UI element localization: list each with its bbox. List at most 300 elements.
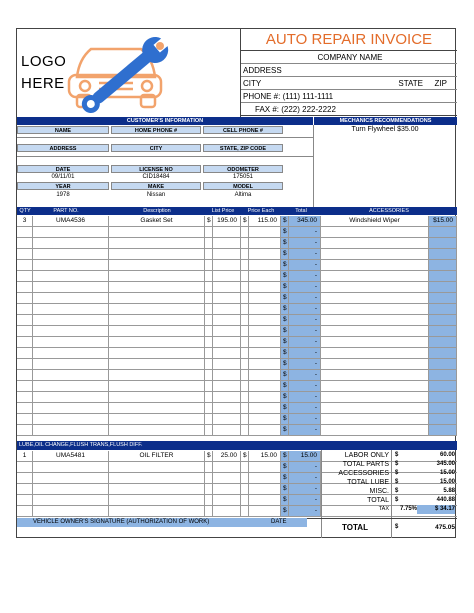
cell-list[interactable] bbox=[213, 484, 241, 494]
cell-list-cur[interactable] bbox=[205, 249, 213, 259]
table-row bbox=[17, 414, 457, 425]
cell-total[interactable]: - bbox=[289, 304, 321, 314]
cell-list-cur[interactable] bbox=[205, 462, 213, 472]
cell-qty[interactable] bbox=[17, 359, 33, 369]
cell-desc[interactable] bbox=[109, 403, 205, 413]
cell-desc[interactable] bbox=[109, 484, 205, 494]
cell-list[interactable] bbox=[213, 359, 241, 369]
cell-list-cur[interactable]: $ bbox=[205, 451, 213, 461]
cell-acc-amt[interactable] bbox=[429, 337, 457, 347]
date-label: DATE bbox=[17, 165, 109, 173]
cell-acc[interactable] bbox=[321, 271, 429, 281]
cell-acc[interactable] bbox=[321, 315, 429, 325]
cell-part[interactable]: UMA5481 bbox=[33, 451, 109, 461]
cell-acc-amt[interactable] bbox=[429, 392, 457, 402]
cell-total[interactable]: - bbox=[289, 326, 321, 336]
cell-total-cur[interactable]: $ bbox=[281, 326, 289, 336]
cell-total-cur[interactable]: $ bbox=[281, 249, 289, 259]
cell-each-cur[interactable] bbox=[241, 473, 249, 483]
cell-acc[interactable] bbox=[321, 381, 429, 391]
labor-label: LABOR ONLY bbox=[344, 452, 389, 459]
cell-desc[interactable] bbox=[109, 462, 205, 472]
cell-qty[interactable] bbox=[17, 293, 33, 303]
cell-part[interactable] bbox=[33, 282, 109, 292]
cell-acc-amt[interactable]: $15.00 bbox=[429, 216, 457, 226]
company-city-row bbox=[241, 77, 457, 90]
cell-desc[interactable]: OIL FILTER bbox=[109, 451, 205, 461]
cell-acc-amt[interactable] bbox=[429, 403, 457, 413]
cell-total[interactable]: - bbox=[289, 370, 321, 380]
cell-list[interactable] bbox=[213, 506, 241, 516]
cell-qty[interactable] bbox=[17, 315, 33, 325]
grand-total-label: TOTAL bbox=[342, 523, 368, 532]
cell-total-cur[interactable]: $ bbox=[281, 271, 289, 281]
summary-currency: $ bbox=[395, 470, 399, 476]
cell-each[interactable] bbox=[249, 484, 281, 494]
cell-total[interactable]: - bbox=[289, 337, 321, 347]
cell-part[interactable] bbox=[33, 506, 109, 516]
cell-total-cur[interactable]: $ bbox=[281, 359, 289, 369]
cell-list[interactable] bbox=[213, 348, 241, 358]
cell-each[interactable] bbox=[249, 506, 281, 516]
cell-desc[interactable] bbox=[109, 495, 205, 505]
cell-total-cur[interactable]: $ bbox=[281, 238, 289, 248]
cell-each[interactable]: 15.00 bbox=[249, 451, 281, 461]
cell-acc[interactable] bbox=[321, 337, 429, 347]
cell-total-cur[interactable]: $ bbox=[281, 370, 289, 380]
table-row bbox=[17, 370, 457, 381]
table-row bbox=[17, 260, 457, 271]
cell-each[interactable] bbox=[249, 304, 281, 314]
cell-total[interactable]: - bbox=[289, 381, 321, 391]
cell-list-cur[interactable] bbox=[205, 370, 213, 380]
cell-each-cur[interactable] bbox=[241, 227, 249, 237]
cell-acc-amt[interactable] bbox=[429, 238, 457, 248]
cell-qty[interactable]: 3 bbox=[17, 216, 33, 226]
table-row bbox=[17, 425, 457, 436]
cell-list[interactable] bbox=[213, 315, 241, 325]
cell-total[interactable]: - bbox=[289, 392, 321, 402]
cell-total-cur[interactable]: $ bbox=[281, 451, 289, 461]
cell-desc[interactable] bbox=[109, 260, 205, 270]
company-city: CITY bbox=[243, 79, 262, 88]
cell-acc[interactable] bbox=[321, 348, 429, 358]
cell-acc-amt[interactable] bbox=[429, 315, 457, 325]
cell-each[interactable] bbox=[249, 403, 281, 413]
cell-list-cur[interactable] bbox=[205, 282, 213, 292]
cell-qty[interactable] bbox=[17, 227, 33, 237]
cell-total[interactable]: 345.00 bbox=[289, 216, 321, 226]
make-value: Nissan bbox=[146, 192, 166, 198]
cell-each-cur[interactable] bbox=[241, 403, 249, 413]
cell-qty[interactable] bbox=[17, 337, 33, 347]
cell-total[interactable]: - bbox=[289, 282, 321, 292]
cell-qty[interactable]: 1 bbox=[17, 451, 33, 461]
cell-list[interactable] bbox=[213, 425, 241, 435]
cell-total[interactable]: - bbox=[289, 348, 321, 358]
cell-list-cur[interactable]: $ bbox=[205, 216, 213, 226]
cell-list-cur[interactable] bbox=[205, 425, 213, 435]
cell-qty[interactable] bbox=[17, 238, 33, 248]
summary-currency: $ bbox=[395, 497, 399, 503]
cell-list[interactable] bbox=[213, 462, 241, 472]
cell-list[interactable] bbox=[213, 293, 241, 303]
cell-total-cur[interactable]: $ bbox=[281, 473, 289, 483]
cell-desc[interactable] bbox=[109, 315, 205, 325]
cell-total[interactable]: - bbox=[289, 425, 321, 435]
cell-list-cur[interactable] bbox=[205, 337, 213, 347]
cell-total-cur[interactable]: $ bbox=[281, 381, 289, 391]
cell-total[interactable]: - bbox=[289, 227, 321, 237]
cell-each[interactable] bbox=[249, 370, 281, 380]
cell-qty[interactable] bbox=[17, 495, 33, 505]
cell-total[interactable]: 15.00 bbox=[289, 451, 321, 461]
cell-total[interactable]: - bbox=[289, 506, 321, 516]
cell-each[interactable] bbox=[249, 359, 281, 369]
cell-acc-amt[interactable] bbox=[429, 370, 457, 380]
cell-list[interactable] bbox=[213, 414, 241, 424]
cell-each-cur[interactable]: $ bbox=[241, 216, 249, 226]
cell-each[interactable] bbox=[249, 249, 281, 259]
cell-total-cur[interactable]: $ bbox=[281, 293, 289, 303]
cell-each[interactable] bbox=[249, 326, 281, 336]
cell-list-cur[interactable] bbox=[205, 315, 213, 325]
cell-part[interactable] bbox=[33, 326, 109, 336]
cell-acc-amt[interactable] bbox=[429, 271, 457, 281]
cell-total[interactable]: - bbox=[289, 473, 321, 483]
cell-acc[interactable] bbox=[321, 392, 429, 402]
cell-list-cur[interactable] bbox=[205, 506, 213, 516]
cell-each-cur[interactable] bbox=[241, 462, 249, 472]
cell-total[interactable]: - bbox=[289, 249, 321, 259]
summary-currency: $ bbox=[395, 488, 399, 494]
cell-each[interactable] bbox=[249, 227, 281, 237]
cell-list-cur[interactable] bbox=[205, 381, 213, 391]
cell-part[interactable] bbox=[33, 359, 109, 369]
cell-qty[interactable] bbox=[17, 348, 33, 358]
cell-acc-amt[interactable] bbox=[429, 348, 457, 358]
cell-part[interactable]: UMA4536 bbox=[33, 216, 109, 226]
name-label: NAME bbox=[17, 126, 109, 134]
cell-desc[interactable] bbox=[109, 381, 205, 391]
cell-total-cur[interactable]: $ bbox=[281, 282, 289, 292]
cell-desc[interactable] bbox=[109, 227, 205, 237]
cell-total-cur[interactable]: $ bbox=[281, 403, 289, 413]
cell-each-cur[interactable] bbox=[241, 484, 249, 494]
cell-list[interactable] bbox=[213, 381, 241, 391]
table-row bbox=[17, 381, 457, 392]
cell-desc[interactable] bbox=[109, 348, 205, 358]
cell-qty[interactable] bbox=[17, 304, 33, 314]
cell-list[interactable]: 25.00 bbox=[213, 451, 241, 461]
cell-acc-amt[interactable] bbox=[429, 293, 457, 303]
cell-desc[interactable] bbox=[109, 282, 205, 292]
cell-qty[interactable] bbox=[17, 425, 33, 435]
logo-line-1: LOGO bbox=[21, 53, 67, 70]
cell-acc[interactable] bbox=[321, 238, 429, 248]
cell-acc-amt[interactable] bbox=[429, 304, 457, 314]
cell-each-cur[interactable] bbox=[241, 348, 249, 358]
cell-part[interactable] bbox=[33, 462, 109, 472]
cell-total-cur[interactable]: $ bbox=[281, 484, 289, 494]
cell-qty[interactable] bbox=[17, 260, 33, 270]
cell-qty[interactable] bbox=[17, 392, 33, 402]
cell-acc[interactable] bbox=[321, 304, 429, 314]
cell-part[interactable] bbox=[33, 425, 109, 435]
table-row bbox=[17, 304, 457, 315]
cell-each-cur[interactable] bbox=[241, 326, 249, 336]
cell-total-cur[interactable]: $ bbox=[281, 348, 289, 358]
cell-part[interactable] bbox=[33, 304, 109, 314]
cell-list[interactable] bbox=[213, 403, 241, 413]
cell-acc-amt[interactable] bbox=[429, 425, 457, 435]
cell-desc[interactable] bbox=[109, 326, 205, 336]
cell-list[interactable] bbox=[213, 271, 241, 281]
cell-list-cur[interactable] bbox=[205, 348, 213, 358]
cell-list-cur[interactable] bbox=[205, 326, 213, 336]
cell-list-cur[interactable] bbox=[205, 304, 213, 314]
cell-list[interactable] bbox=[213, 238, 241, 248]
cell-each-cur[interactable] bbox=[241, 249, 249, 259]
cell-each-cur[interactable] bbox=[241, 370, 249, 380]
cell-acc[interactable] bbox=[321, 293, 429, 303]
cell-desc[interactable] bbox=[109, 392, 205, 402]
cell-each[interactable] bbox=[249, 282, 281, 292]
cell-part[interactable] bbox=[33, 348, 109, 358]
cell-acc[interactable] bbox=[321, 260, 429, 270]
cell-qty[interactable] bbox=[17, 462, 33, 472]
cell-qty[interactable] bbox=[17, 506, 33, 516]
cell-acc[interactable]: Windshield Wiper bbox=[321, 216, 429, 226]
cell-total-cur[interactable]: $ bbox=[281, 315, 289, 325]
cell-desc[interactable] bbox=[109, 425, 205, 435]
cell-part[interactable] bbox=[33, 473, 109, 483]
cell-each[interactable] bbox=[249, 260, 281, 270]
cell-part[interactable] bbox=[33, 249, 109, 259]
cell-desc[interactable] bbox=[109, 359, 205, 369]
cell-list-cur[interactable] bbox=[205, 271, 213, 281]
cell-part[interactable] bbox=[33, 484, 109, 494]
cell-each-cur[interactable] bbox=[241, 304, 249, 314]
cell-list[interactable] bbox=[213, 370, 241, 380]
cell-qty[interactable] bbox=[17, 326, 33, 336]
cell-desc[interactable] bbox=[109, 337, 205, 347]
cell-qty[interactable] bbox=[17, 403, 33, 413]
cell-list-cur[interactable] bbox=[205, 293, 213, 303]
cell-acc[interactable] bbox=[321, 403, 429, 413]
cell-list[interactable] bbox=[213, 260, 241, 270]
cell-each-cur[interactable] bbox=[241, 425, 249, 435]
cell-acc-amt[interactable] bbox=[429, 359, 457, 369]
cell-total-cur[interactable]: $ bbox=[281, 392, 289, 402]
cell-desc[interactable] bbox=[109, 304, 205, 314]
cell-total[interactable]: - bbox=[289, 414, 321, 424]
cell-each[interactable] bbox=[249, 293, 281, 303]
cell-each-cur[interactable] bbox=[241, 282, 249, 292]
cell-list[interactable] bbox=[213, 304, 241, 314]
cell-list-cur[interactable] bbox=[205, 227, 213, 237]
cell-acc[interactable] bbox=[321, 359, 429, 369]
cell-acc-amt[interactable] bbox=[429, 414, 457, 424]
cell-each-cur[interactable] bbox=[241, 238, 249, 248]
cell-part[interactable] bbox=[33, 370, 109, 380]
cell-desc[interactable] bbox=[109, 238, 205, 248]
cell-each[interactable] bbox=[249, 271, 281, 281]
cell-list-cur[interactable] bbox=[205, 260, 213, 270]
cell-list[interactable] bbox=[213, 495, 241, 505]
cell-each[interactable]: 115.00 bbox=[249, 216, 281, 226]
cell-acc[interactable] bbox=[321, 414, 429, 424]
cell-part[interactable] bbox=[33, 337, 109, 347]
table-row bbox=[17, 403, 457, 414]
cell-each-cur[interactable] bbox=[241, 506, 249, 516]
cell-each[interactable] bbox=[249, 238, 281, 248]
cell-total[interactable]: - bbox=[289, 495, 321, 505]
cell-part[interactable] bbox=[33, 392, 109, 402]
cell-acc[interactable] bbox=[321, 326, 429, 336]
company-address: ADDRESS bbox=[241, 64, 457, 77]
cell-total[interactable]: - bbox=[289, 271, 321, 281]
cell-qty[interactable] bbox=[17, 473, 33, 483]
cell-acc-amt[interactable] bbox=[429, 227, 457, 237]
cell-each-cur[interactable] bbox=[241, 495, 249, 505]
cell-total[interactable]: - bbox=[289, 260, 321, 270]
cell-acc[interactable] bbox=[321, 227, 429, 237]
cell-total-cur[interactable]: $ bbox=[281, 425, 289, 435]
tax-rate-value: 7.75% bbox=[399, 506, 417, 512]
cell-each[interactable] bbox=[249, 348, 281, 358]
cell-each[interactable] bbox=[249, 337, 281, 347]
cell-acc-amt[interactable] bbox=[429, 326, 457, 336]
license-label: LICENSE NO bbox=[111, 165, 201, 173]
cell-desc[interactable] bbox=[109, 271, 205, 281]
table-row bbox=[17, 293, 457, 304]
cell-acc[interactable] bbox=[321, 425, 429, 435]
subtotal-label: TOTAL bbox=[367, 497, 389, 504]
cell-part[interactable] bbox=[33, 403, 109, 413]
cell-part[interactable] bbox=[33, 271, 109, 281]
cell-list-cur[interactable] bbox=[205, 484, 213, 494]
col-description: Description bbox=[143, 208, 171, 214]
cell-total-cur[interactable]: $ bbox=[281, 337, 289, 347]
cell-desc[interactable] bbox=[109, 506, 205, 516]
cell-total[interactable]: - bbox=[289, 484, 321, 494]
cell-each-cur[interactable] bbox=[241, 315, 249, 325]
cell-list-cur[interactable] bbox=[205, 414, 213, 424]
cell-list[interactable] bbox=[213, 392, 241, 402]
cell-total-cur[interactable]: $ bbox=[281, 216, 289, 226]
cell-part[interactable] bbox=[33, 495, 109, 505]
cell-each-cur[interactable] bbox=[241, 337, 249, 347]
cell-acc-amt[interactable] bbox=[429, 260, 457, 270]
cell-desc[interactable] bbox=[109, 249, 205, 259]
cell-part[interactable] bbox=[33, 315, 109, 325]
cell-list[interactable] bbox=[213, 337, 241, 347]
cell-each-cur[interactable] bbox=[241, 271, 249, 281]
date-value: 09/11/01 bbox=[51, 174, 75, 180]
cell-part[interactable] bbox=[33, 414, 109, 424]
cell-each[interactable] bbox=[249, 392, 281, 402]
cell-list-cur[interactable] bbox=[205, 495, 213, 505]
cell-part[interactable] bbox=[33, 293, 109, 303]
cell-total-cur[interactable]: $ bbox=[281, 260, 289, 270]
cell-each-cur[interactable] bbox=[241, 381, 249, 391]
cell-desc[interactable]: Gasket Set bbox=[109, 216, 205, 226]
cell-acc[interactable] bbox=[321, 249, 429, 259]
cell-each-cur[interactable] bbox=[241, 392, 249, 402]
cell-part[interactable] bbox=[33, 381, 109, 391]
cell-desc[interactable] bbox=[109, 293, 205, 303]
cell-acc-amt[interactable] bbox=[429, 249, 457, 259]
cell-each[interactable] bbox=[249, 381, 281, 391]
cell-each[interactable] bbox=[249, 462, 281, 472]
cell-list-cur[interactable] bbox=[205, 403, 213, 413]
cell-each[interactable] bbox=[249, 425, 281, 435]
cell-total[interactable]: - bbox=[289, 315, 321, 325]
signature-field[interactable] bbox=[17, 527, 307, 538]
cell-list[interactable] bbox=[213, 227, 241, 237]
cell-each[interactable] bbox=[249, 414, 281, 424]
cell-qty[interactable] bbox=[17, 381, 33, 391]
cell-list[interactable]: 195.00 bbox=[213, 216, 241, 226]
cell-each-cur[interactable] bbox=[241, 293, 249, 303]
cell-each-cur[interactable] bbox=[241, 260, 249, 270]
cell-each-cur[interactable]: $ bbox=[241, 451, 249, 461]
cell-part[interactable] bbox=[33, 227, 109, 237]
cell-total[interactable]: - bbox=[289, 403, 321, 413]
cell-total-cur[interactable]: $ bbox=[281, 506, 289, 516]
cell-total[interactable]: - bbox=[289, 359, 321, 369]
cell-qty[interactable] bbox=[17, 370, 33, 380]
cell-each-cur[interactable] bbox=[241, 414, 249, 424]
cell-list[interactable] bbox=[213, 473, 241, 483]
cell-total-cur[interactable]: $ bbox=[281, 495, 289, 505]
cell-qty[interactable] bbox=[17, 414, 33, 424]
cell-total[interactable]: - bbox=[289, 462, 321, 472]
cell-desc[interactable] bbox=[109, 370, 205, 380]
cell-list-cur[interactable] bbox=[205, 359, 213, 369]
cell-total[interactable]: - bbox=[289, 293, 321, 303]
cell-list[interactable] bbox=[213, 326, 241, 336]
cell-total-cur[interactable]: $ bbox=[281, 462, 289, 472]
cell-list-cur[interactable] bbox=[205, 392, 213, 402]
cell-acc[interactable] bbox=[321, 282, 429, 292]
cell-each[interactable] bbox=[249, 495, 281, 505]
cell-desc[interactable] bbox=[109, 473, 205, 483]
cell-list-cur[interactable] bbox=[205, 473, 213, 483]
cell-total[interactable]: - bbox=[289, 238, 321, 248]
cell-qty[interactable] bbox=[17, 249, 33, 259]
cell-qty[interactable] bbox=[17, 282, 33, 292]
cell-total-cur[interactable]: $ bbox=[281, 304, 289, 314]
cell-desc[interactable] bbox=[109, 414, 205, 424]
cell-each[interactable] bbox=[249, 473, 281, 483]
cell-list[interactable] bbox=[213, 282, 241, 292]
cell-part[interactable] bbox=[33, 260, 109, 270]
cell-list-cur[interactable] bbox=[205, 238, 213, 248]
cell-part[interactable] bbox=[33, 238, 109, 248]
cell-total-cur[interactable]: $ bbox=[281, 227, 289, 237]
cell-qty[interactable] bbox=[17, 484, 33, 494]
cell-qty[interactable] bbox=[17, 271, 33, 281]
cell-acc-amt[interactable] bbox=[429, 381, 457, 391]
cell-acc-amt[interactable] bbox=[429, 282, 457, 292]
cell-each[interactable] bbox=[249, 315, 281, 325]
cell-acc[interactable] bbox=[321, 370, 429, 380]
cell-list[interactable] bbox=[213, 249, 241, 259]
cell-each-cur[interactable] bbox=[241, 359, 249, 369]
cell-total-cur[interactable]: $ bbox=[281, 414, 289, 424]
